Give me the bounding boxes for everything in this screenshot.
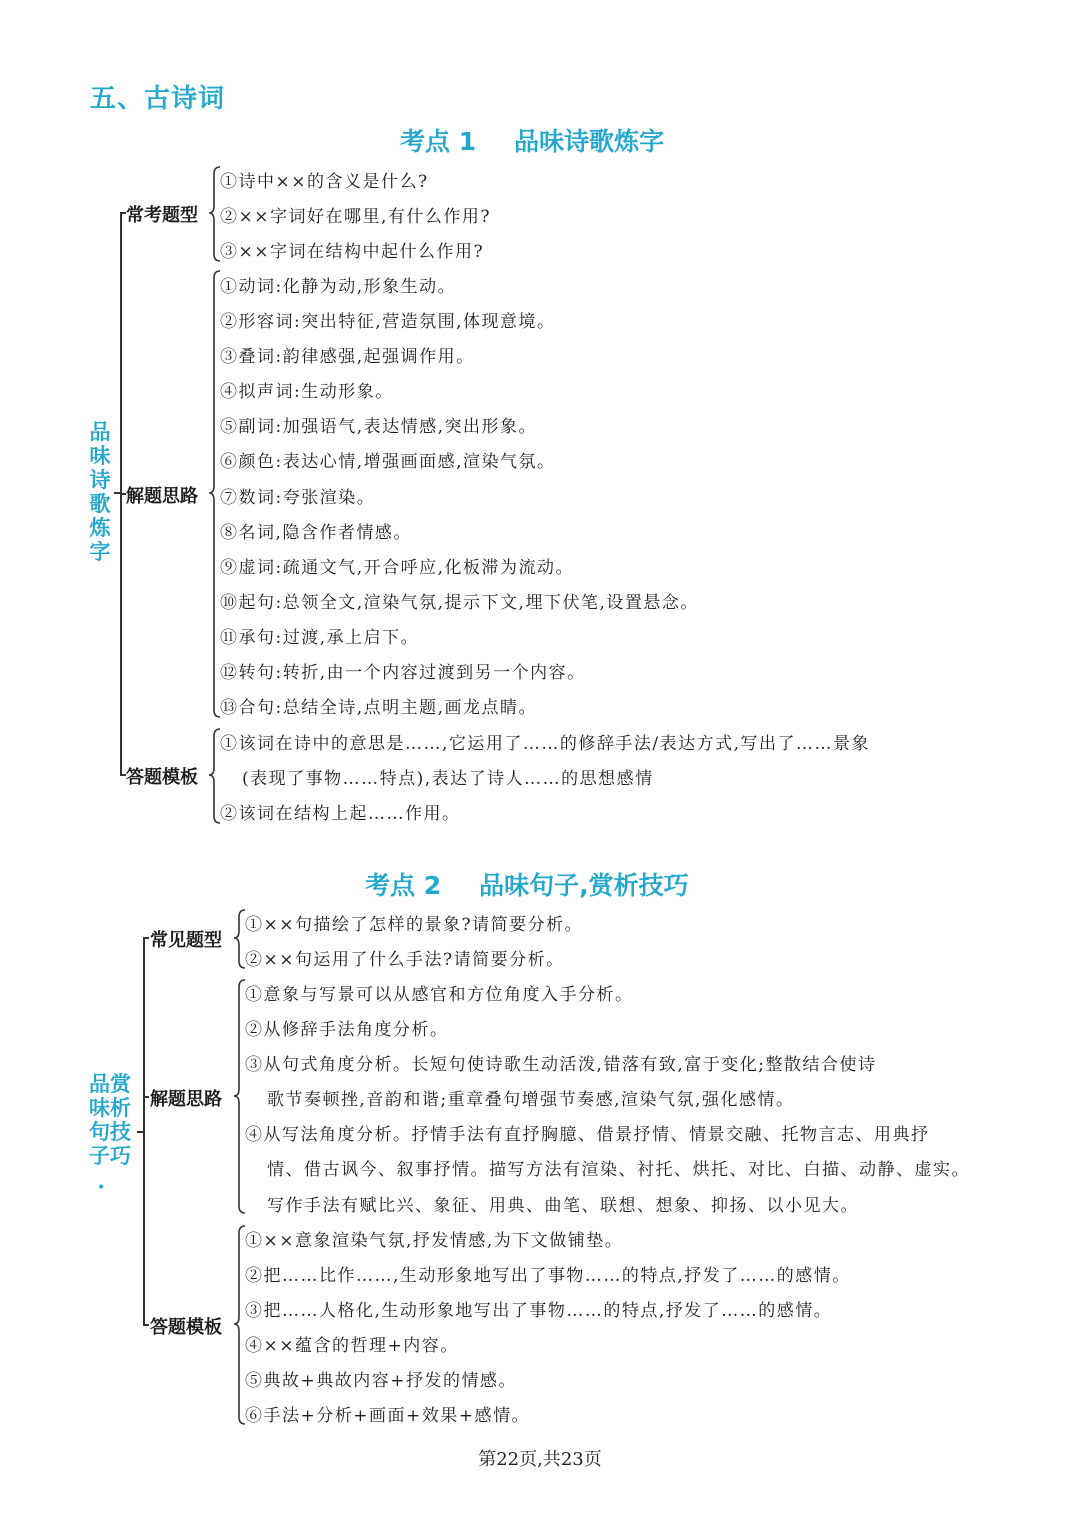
kp1-group-3-item: ②该词在结构上起……作用。 <box>220 804 461 824</box>
kp2-group-3-item: ③把……人格化,生动形象地写出了事物……的特点,抒发了……的感情。 <box>245 1301 833 1321</box>
kp2-root-row: 句技 <box>89 1120 131 1144</box>
kp1-group-3-items <box>220 727 870 832</box>
kp1-root-char: 品 <box>89 420 111 444</box>
kp2-branch-3 <box>143 1324 149 1326</box>
kp1-group-2-item: ②形容词:突出特征,营造氛围,体现意境。 <box>220 312 556 333</box>
kp2-group-label-1: 常见题型 <box>150 930 222 951</box>
kp1-title-prefix: 考点 1 <box>400 127 477 156</box>
page-footer: 第22页,共23页 <box>478 1449 602 1470</box>
kp2-root-row: 子巧 <box>89 1144 131 1168</box>
kp2-group-1-item: ②××句运用了什么手法?请简要分析。 <box>245 950 565 970</box>
kp1-group-2-item: ⑥颜色:表达心情,增强画面感,渲染气氛。 <box>220 452 556 473</box>
kp2-group-2-items <box>245 978 970 1224</box>
kp1-root-label <box>88 420 112 564</box>
kp1-group-1-item: ②××字词好在哪里,有什么作用? <box>220 207 492 227</box>
kp2-group-label-3: 答题模板 <box>150 1317 222 1338</box>
kp1-group-3-item: (表现了事物……特点),表达了诗人……的思想感情 <box>242 769 654 789</box>
kp1-title <box>400 122 664 158</box>
kp2-group-2-item: ①意象与写景可以从感官和方位角度入手分析。 <box>245 985 634 1005</box>
kp2-group-2-item: 情、借古讽今、叙事抒情。描写方法有渲染、衬托、烘托、对比、白描、动静、虚实。 <box>267 1160 970 1181</box>
kp2-branch-1 <box>143 937 149 939</box>
kp2-group-1-items <box>245 908 583 978</box>
kp1-group-2-items <box>220 270 699 726</box>
kp2-group-2-item: 歌节奏顿挫,音韵和谐;重章叠句增强节奏感,渲染气氛,强化感情。 <box>267 1090 795 1111</box>
kp1-root-char: 字 <box>89 540 111 564</box>
kp1-group-label-3: 答题模板 <box>126 767 198 788</box>
kp2-group-label-2: 解题思路 <box>150 1089 222 1110</box>
kp2-root-row: 味析 <box>89 1096 131 1120</box>
kp2-group-3-item: ①××意象渲染气氛,抒发情感,为下文做铺垫。 <box>245 1231 624 1251</box>
kp1-root-char: 诗 <box>89 468 111 492</box>
kp2-group-2-item: 写作手法有赋比兴、象征、用典、曲笔、联想、想象、抑扬、以小见大。 <box>267 1195 859 1216</box>
kp2-group-3-items <box>245 1224 851 1434</box>
kp1-group-label-2: 解题思路 <box>126 486 198 507</box>
kp2-title-prefix: 考点 2 <box>365 871 442 900</box>
kp2-group-2-item: ③从句式角度分析。长短句使诗歌生动活泼,错落有致,富于变化;整散结合使诗 <box>245 1055 877 1076</box>
kp1-group-2-item: ⑫转句:转折,由一个内容过渡到另一个内容。 <box>220 663 586 684</box>
kp1-group-2-item: ⑤副词:加强语气,表达情感,突出形象。 <box>220 417 538 438</box>
kp1-root-char: 炼 <box>89 516 111 540</box>
kp1-group-2-item: ⑦数词:夸张渲染。 <box>220 487 376 508</box>
kp2-title-text: 品味句子,赏析技巧 <box>479 871 689 900</box>
kp2-root-row: 品赏 <box>89 1072 131 1096</box>
kp1-root-char: 歌 <box>89 492 111 516</box>
kp2-root-dot: • <box>97 1180 106 1196</box>
kp2-group-3-item: ⑥手法+分析+画面+效果+感情。 <box>245 1406 530 1426</box>
kp1-group-1-item: ①诗中××的含义是什么? <box>220 172 429 192</box>
kp2-branch-2 <box>143 1096 149 1098</box>
kp1-group-1-item: ③××字词在结构中起什么作用? <box>220 242 485 262</box>
kp1-group-2-item: ④拟声词:生动形象。 <box>220 382 394 403</box>
kp1-group-2-item: ⑧名词,隐含作者情感。 <box>220 522 412 543</box>
kp2-group-2-item: ②从修辞手法角度分析。 <box>245 1020 449 1041</box>
kp1-group-3-item: ①该词在诗中的意思是……,它运用了……的修辞手法/表达方式,写出了……景象 <box>220 734 871 754</box>
kp1-group-2-item: ⑨虚词:疏通文气,开合呼应,化板滞为流动。 <box>220 557 575 578</box>
kp2-group-3-item: ⑤典故+典故内容+抒发的情感。 <box>245 1371 517 1391</box>
kp2-trunk-tick <box>137 1131 145 1133</box>
kp2-group-3-item: ④××蕴含的哲理+内容。 <box>245 1336 459 1356</box>
kp1-root-char: 味 <box>89 444 111 468</box>
kp1-group-2-item: ③叠词:韵律感强,起强调作用。 <box>220 347 475 368</box>
kp2-group-1-item: ①××句描绘了怎样的景象?请简要分析。 <box>245 915 584 935</box>
kp1-group-2-item: ⑬合句:总结全诗,点明主题,画龙点睛。 <box>220 698 538 719</box>
kp2-root-label <box>89 1072 141 1168</box>
section-title: 五、古诗词 <box>90 84 226 114</box>
kp1-group-2-item: ①动词:化静为动,形象生动。 <box>220 277 457 297</box>
kp1-group-label-1: 常考题型 <box>126 205 198 226</box>
kp1-group-2-item: ⑩起句:总领全文,渲染气氛,提示下文,埋下伏笔,设置悬念。 <box>220 592 699 613</box>
kp1-group-2-item: ⑪承句:过渡,承上启下。 <box>220 627 420 648</box>
kp1-title-text: 品味诗歌炼字 <box>514 127 665 156</box>
kp2-group-3-item: ②把……比作……,生动形象地写出了事物……的特点,抒发了……的感情。 <box>245 1266 851 1286</box>
kp2-title <box>365 866 689 902</box>
kp2-group-2-item: ④从写法角度分析。抒情手法有直抒胸臆、借景抒情、情景交融、托物言志、用典抒 <box>245 1125 930 1146</box>
kp1-group-1-items <box>220 165 491 270</box>
